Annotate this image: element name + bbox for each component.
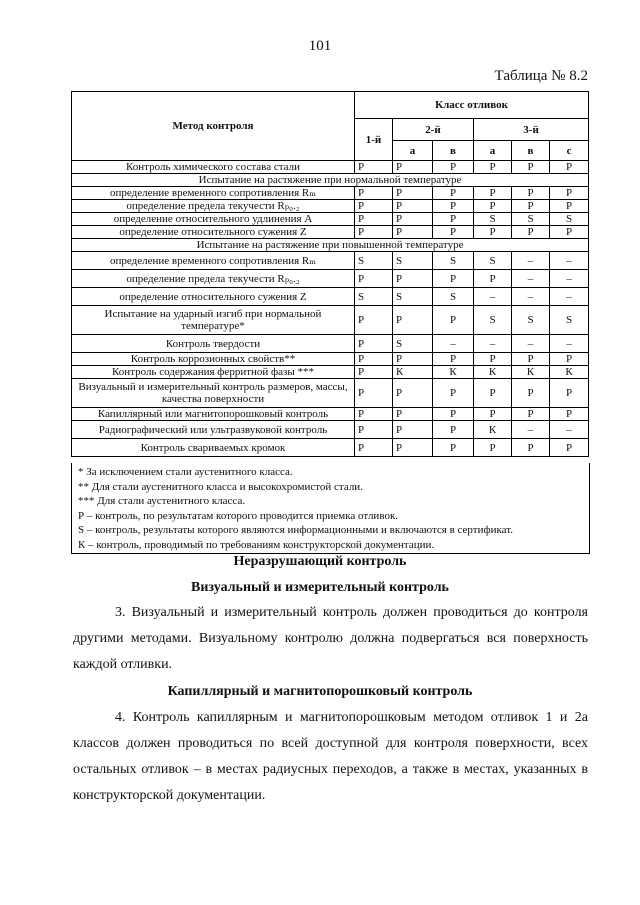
header-sub: а — [474, 141, 512, 161]
table-row — [72, 226, 589, 239]
value-cell: S — [433, 288, 474, 306]
value-cell: К — [474, 421, 512, 439]
method-label: определение относительного удлинения A — [72, 213, 355, 226]
paragraph-3: 3. Визуальный и измерительный контроль должен проводиться до контроля другими методами. Визуальному контролю должна подвергаться вся поверхность каждой отливки. — [73, 605, 588, 672]
method-label: Контроль коррозионных свойств** — [72, 353, 355, 366]
method-label: Контроль содержания ферритной фазы *** — [72, 366, 355, 379]
value-cell: S — [474, 213, 512, 226]
method-label: Радиографический или ультразвуковой контроль — [72, 421, 355, 439]
value-cell: Р — [355, 161, 393, 174]
table-row — [72, 335, 589, 353]
method-label: Контроль твердости — [72, 335, 355, 353]
value-cell: Р — [393, 270, 433, 288]
table-row — [72, 353, 589, 366]
method-label: определение временного сопротивления Rₘ — [72, 252, 355, 270]
table-section-row — [72, 174, 589, 187]
value-cell: – — [474, 335, 512, 353]
heading-visual: Визуальный и измерительный контроль — [191, 580, 449, 595]
value-cell: Р — [393, 439, 433, 457]
value-cell: Р — [433, 421, 474, 439]
table-row — [72, 213, 589, 226]
note: * За исключением стали аустенитного класса. — [78, 466, 293, 478]
section-label: Испытание на растяжение при повышенной температуре — [72, 239, 589, 252]
value-cell: К — [512, 366, 550, 379]
header-sub: в — [433, 141, 474, 161]
value-cell: – — [550, 335, 589, 353]
value-cell: Р — [355, 226, 393, 239]
value-cell: Р — [512, 408, 550, 421]
method-label: определение предела текучести Rₚ₀.₂ — [72, 200, 355, 213]
table-section-row — [72, 239, 589, 252]
value-cell: Р — [512, 353, 550, 366]
value-cell: Р — [393, 379, 433, 408]
value-cell: – — [474, 288, 512, 306]
value-cell: Р — [512, 200, 550, 213]
value-cell: – — [550, 421, 589, 439]
value-cell: – — [512, 252, 550, 270]
table-row — [72, 161, 589, 174]
header-method: Метод контроля — [72, 92, 355, 161]
table-row — [72, 187, 589, 200]
value-cell: S — [512, 306, 550, 335]
note: S – контроль, результаты которого являются информационными и включаются в сертификат. — [78, 524, 513, 537]
heading-capillary: Капиллярный и магнитопорошковый контроль — [167, 684, 473, 699]
value-cell: S — [393, 335, 433, 353]
value-cell: Р — [393, 187, 433, 200]
value-cell: Р — [433, 379, 474, 408]
value-cell: Р — [433, 408, 474, 421]
value-cell: Р — [393, 353, 433, 366]
table-title: Таблица № 8.2 — [494, 68, 588, 84]
table-row — [72, 270, 589, 288]
value-cell: Р — [355, 379, 393, 408]
value-cell: S — [550, 306, 589, 335]
value-cell: – — [550, 252, 589, 270]
value-cell: Р — [512, 379, 550, 408]
table-row — [72, 421, 589, 439]
value-cell: Р — [474, 200, 512, 213]
value-cell: Р — [355, 270, 393, 288]
value-cell: Р — [550, 161, 589, 174]
value-cell: Р — [474, 270, 512, 288]
value-cell: Р — [355, 187, 393, 200]
value-cell: Р — [355, 366, 393, 379]
value-cell: Р — [512, 439, 550, 457]
value-cell: Р — [355, 439, 393, 457]
note: ** Для стали аустенитного класса и высокохромистой стали. — [78, 480, 363, 493]
method-label: Капиллярный или магнитопорошковый контроль — [72, 408, 355, 421]
paragraph-4: 4. Контроль капиллярным и магнитопорошковым методом отливок 1 и 2а классов должен проводиться по всей доступной для контроля поверхности, всех остальных отливок – в местах радиусных переходов, а также в местах, указанных в конструкторской документации. — [73, 710, 588, 803]
value-cell: S — [355, 252, 393, 270]
method-label: определение относительного сужения Z — [72, 288, 355, 306]
value-cell: S — [550, 213, 589, 226]
value-cell: S — [393, 252, 433, 270]
table-row — [72, 379, 589, 408]
value-cell: Р — [355, 353, 393, 366]
value-cell: Р — [433, 226, 474, 239]
value-cell: Р — [355, 408, 393, 421]
value-cell: – — [550, 270, 589, 288]
value-cell: – — [433, 335, 474, 353]
value-cell: Р — [355, 421, 393, 439]
method-label: Испытание на ударный изгиб при нормальной температуре* — [72, 306, 355, 335]
value-cell: Р — [474, 187, 512, 200]
table-row — [72, 306, 589, 335]
value-cell: – — [512, 421, 550, 439]
value-cell: Р — [474, 353, 512, 366]
value-cell: Р — [433, 439, 474, 457]
value-cell: Р — [474, 439, 512, 457]
method-label: Контроль химического состава стали — [72, 161, 355, 174]
table-row — [72, 366, 589, 379]
value-cell: Р — [393, 408, 433, 421]
method-label: определение относительного сужения Z — [72, 226, 355, 239]
value-cell: – — [512, 288, 550, 306]
value-cell: Р — [433, 200, 474, 213]
table-notes — [71, 463, 590, 554]
value-cell: Р — [550, 379, 589, 408]
value-cell: Р — [355, 213, 393, 226]
control-methods-table — [71, 91, 589, 457]
value-cell: Р — [474, 379, 512, 408]
value-cell: Р — [512, 161, 550, 174]
value-cell: Р — [355, 306, 393, 335]
value-cell: К — [433, 366, 474, 379]
value-cell: S — [474, 306, 512, 335]
header-class-1: 1-й — [355, 119, 393, 161]
value-cell: Р — [474, 161, 512, 174]
header-sub: с — [550, 141, 589, 161]
value-cell: S — [393, 288, 433, 306]
value-cell: Р — [433, 161, 474, 174]
value-cell: S — [474, 252, 512, 270]
value-cell: Р — [433, 270, 474, 288]
value-cell: Р — [433, 306, 474, 335]
header-class-3: 3-й — [474, 119, 589, 141]
value-cell: Р — [393, 226, 433, 239]
value-cell: Р — [550, 200, 589, 213]
table-row — [72, 408, 589, 421]
method-label: определение временного сопротивления Rₘ — [72, 187, 355, 200]
method-label: определение предела текучести Rₚ₀.₂ — [72, 270, 355, 288]
value-cell: Р — [393, 200, 433, 213]
value-cell: S — [512, 213, 550, 226]
value-cell: К — [550, 366, 589, 379]
value-cell: Р — [355, 335, 393, 353]
value-cell: Р — [550, 353, 589, 366]
value-cell: Р — [474, 226, 512, 239]
section-label: Испытание на растяжение при нормальной температуре — [72, 174, 589, 187]
heading-nondestructive: Неразрушающий контроль — [233, 554, 407, 569]
value-cell: Р — [512, 226, 550, 239]
value-cell: – — [550, 288, 589, 306]
value-cell: Р — [355, 200, 393, 213]
value-cell: Р — [393, 213, 433, 226]
value-cell: Р — [393, 306, 433, 335]
header-sub: в — [512, 141, 550, 161]
table-row — [72, 288, 589, 306]
header-class: Класс отливок — [355, 92, 589, 119]
value-cell: Р — [550, 187, 589, 200]
value-cell: Р — [393, 421, 433, 439]
value-cell: – — [512, 270, 550, 288]
value-cell: Р — [474, 408, 512, 421]
table-row — [72, 200, 589, 213]
header-sub: а — [393, 141, 433, 161]
note: *** Для стали аустенитного класса. — [78, 495, 246, 508]
note: Р – контроль, по результатам которого проводится приемка отливок. — [78, 509, 399, 522]
value-cell: S — [433, 252, 474, 270]
value-cell: Р — [433, 353, 474, 366]
value-cell: Р — [550, 408, 589, 421]
page-number: 101 — [308, 38, 332, 54]
method-label: Контроль свариваемых кромок — [72, 439, 355, 457]
value-cell: S — [355, 288, 393, 306]
header-class-2: 2-й — [393, 119, 474, 141]
table-row — [72, 252, 589, 270]
value-cell: Р — [512, 187, 550, 200]
value-cell: К — [393, 366, 433, 379]
value-cell: Р — [550, 226, 589, 239]
value-cell: Р — [393, 161, 433, 174]
note: К – контроль, проводимый по требованиям конструкторской документации. — [78, 538, 435, 551]
value-cell: Р — [550, 439, 589, 457]
value-cell: Р — [433, 213, 474, 226]
value-cell: – — [512, 335, 550, 353]
table-row — [72, 439, 589, 457]
method-label: Визуальный и измерительный контроль размеров, массы, качества поверхности — [72, 379, 355, 408]
value-cell: К — [474, 366, 512, 379]
value-cell: Р — [433, 187, 474, 200]
